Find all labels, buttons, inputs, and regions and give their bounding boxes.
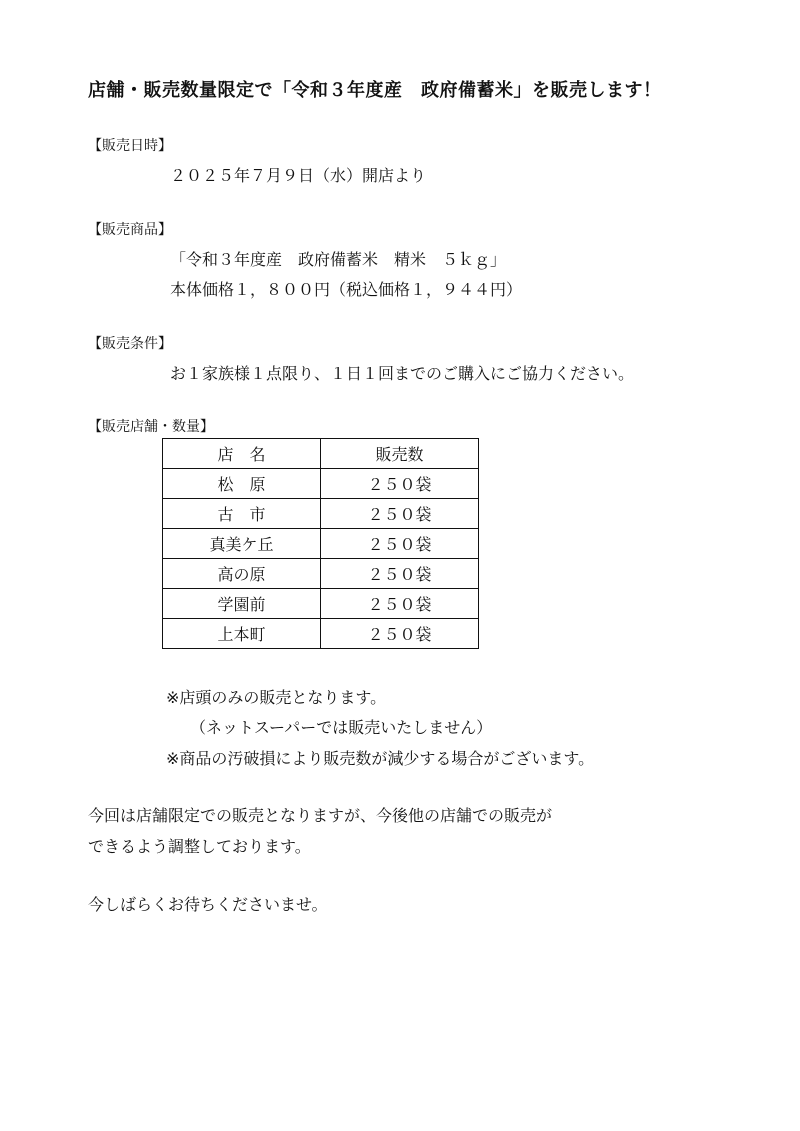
page-title: 店舗・販売数量限定で「令和３年度産 政府備蓄米」を販売します！: [88, 80, 662, 101]
table-row: [163, 619, 479, 649]
note-quantity-reduction: ※商品の汚破損により販売数が減少する場合がございます。: [166, 749, 595, 768]
store-name: 松 原: [163, 469, 321, 499]
closing-apology: 今しばらくお待ちくださいませ。: [88, 895, 328, 914]
store-qty: ２５０袋: [321, 529, 479, 559]
closing-paragraph-line2: できるよう調整しております。: [88, 837, 311, 856]
product-heading: 【販売商品】: [88, 222, 172, 238]
store-name: 真美ケ丘: [163, 529, 321, 559]
product-price: 本体価格１，８００円（税込価格１，９４４円）: [170, 280, 523, 299]
store-qty: ２５０袋: [321, 469, 479, 499]
table-row: [163, 499, 479, 529]
stores-heading: 【販売店舗・数量】: [88, 419, 214, 435]
store-qty: ２５０袋: [321, 619, 479, 649]
store-name: 高の原: [163, 559, 321, 589]
column-header-qty: 販売数: [321, 439, 479, 469]
store-name: 上本町: [163, 619, 321, 649]
sale-date-heading: 【販売日時】: [88, 138, 172, 154]
table-row: [163, 529, 479, 559]
conditions-heading: 【販売条件】: [88, 336, 172, 352]
note-no-online: （ネットスーパーでは販売いたしません）: [190, 718, 493, 737]
conditions-text: お１家族様１点限り、１日１回までのご購入にご協力ください。: [170, 364, 635, 383]
table-row: [163, 589, 479, 619]
store-qty: ２５０袋: [321, 499, 479, 529]
table-row: [163, 559, 479, 589]
sale-date-text: ２０２５年７月９日（水）開店より: [170, 166, 427, 185]
store-name: 古 市: [163, 499, 321, 529]
product-name: 「令和３年度産 政府備蓄米 精米 ５ｋｇ」: [170, 250, 507, 269]
column-header-store: 店 名: [163, 439, 321, 469]
table-row: [163, 469, 479, 499]
stores-table: [162, 438, 479, 649]
store-qty: ２５０袋: [321, 589, 479, 619]
note-store-only: ※店頭のみの販売となります。: [166, 688, 387, 707]
closing-paragraph-line1: 今回は店舗限定での販売となりますが、今後他の店舗での販売が: [88, 806, 553, 825]
store-qty: ２５０袋: [321, 559, 479, 589]
store-name: 学園前: [163, 589, 321, 619]
table-header-row: [163, 439, 479, 469]
